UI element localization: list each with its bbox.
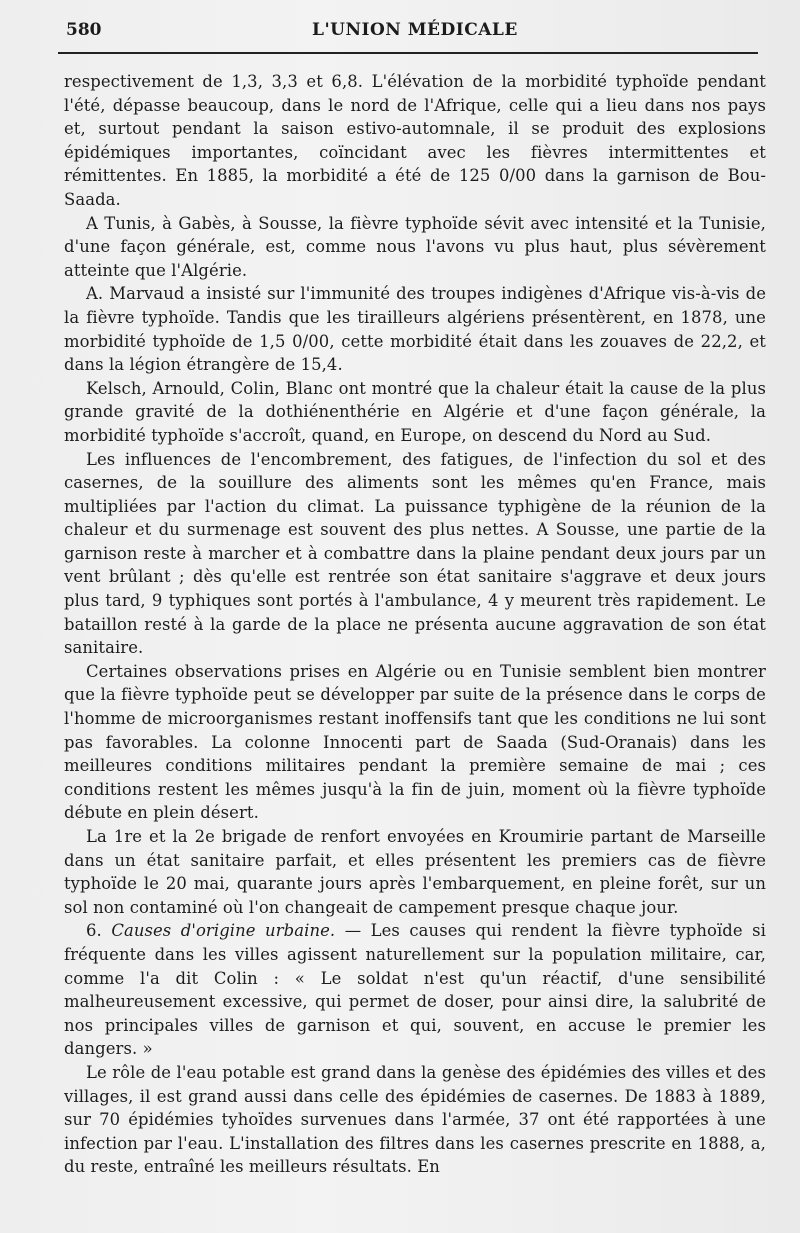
section-number: 6. <box>86 921 112 941</box>
running-title: L'UNION MÉDICALE <box>312 20 518 40</box>
body-text <box>64 70 766 1179</box>
paragraph-3: A. Marvaud a insisté sur l'immunité des troupes indigènes d'Afrique vis-à-vis de la fièvre typhoïde. Tandis que les tirailleurs algériens présentèrent, en 1878, une morbidité typhoïde de 1,5 0/00, cette morbidité était dans les zouaves de 22,2, et dans la légion étrangère de 15,4. <box>64 284 766 375</box>
paragraph-2: A Tunis, à Gabès, à Sousse, la fièvre typhoïde sévit avec intensité et la Tunisie, d'une façon générale, est, comme nous l'avons vu plus haut, plus sévèrement atteinte que l'Algérie. <box>64 213 766 280</box>
paragraph-7: La 1re et la 2e brigade de renfort envoyées en Kroumirie partant de Marseille dans un état sanitaire parfait, et elles présentent les premiers cas de fièvre typhoïde le 20 mai, quarante jours après l'embarquement, en pleine forêt, sur un sol non contaminé où l'on changeait de campement presque chaque jour. <box>64 827 766 917</box>
paragraph-5: Les influences de l'encombrement, des fatigues, de l'infection du sol et des casernes, de la souillure des aliments sont les mêmes qu'en France, mais multipliées par l'action du climat. La puissance typhigène de la réunion de la chaleur et du surmenage est souvent des plus nettes. A Sousse, une partie de la garnison reste à marcher et à combattre dans la plaine pendant deux jours par un vent brûlant ; dès qu'elle est rentrée son état sanitaire s'aggrave et deux jours plus tard, 9 typhiques sont portés à l'ambulance, 4 y meurent très rapidement. Le bataillon resté à la garde de la place ne présenta aucune aggravation de son état sanitaire. <box>64 449 766 658</box>
page-number: 580 <box>66 20 102 40</box>
paragraph-9: Le rôle de l'eau potable est grand dans la genèse des épidémies des villes et des villages, il est grand aussi dans celle des épidémies de casernes. De 1883 à 1889, sur 70 épidémies tyhoïdes survenues dans l'armée, 37 ont été rapportées à une infection par l'eau. L'installation des filtres dans les casernes prescrite en 1888, a, du reste, entraîné les meilleurs résultats. En <box>64 1062 766 1177</box>
paragraph-1: respectivement de 1,3, 3,3 et 6,8. L'élévation de la morbidité typhoïde pendant l'été, dépasse beaucoup, dans le nord de l'Afrique, celle qui a lieu dans nos pays et, surtout pendant la saison estivo-automnale, il se produit des explosions épidémiques importantes, coïncidant avec les fièvres intermittentes et rémittentes. En 1885, la morbidité a été de 125 0/00 dans la garnison de Bou-Saada. <box>64 72 766 209</box>
section-text: — Les causes qui rendent la fièvre typhoïde si fréquente dans les villes agissent naturellement sur la population militaire, car, comme l'a dit Colin : « Le soldat n'est qu'un réactif, d'une sensibilité malheureusement excessive, qui permet de doser, pour ainsi dire, la salubrité de nos principales villes de garnison et qui, souvent, en accuse le premier les dangers. » <box>64 921 766 1059</box>
page-header <box>60 18 760 48</box>
paragraph-6: Certaines observations prises en Algérie ou en Tunisie semblent bien montrer que la fièvre typhoïde peut se développer par suite de la présence dans le corps de l'homme de microorganismes restant inoffensifs tant que les conditions ne lui sont pas favorables. La colonne Innocenti part de Saada (Sud-Oranais) dans les meilleures conditions militaires pendant la première semaine de mai ; ces conditions restent les mêmes jusqu'à la fin de juin, moment où la fièvre typhoïde débute en plein désert. <box>64 661 766 823</box>
section-title: Causes d'origine urbaine. <box>111 921 336 941</box>
paragraph-4: Kelsch, Arnould, Colin, Blanc ont montré que la chaleur était la cause de la plus grande gravité de la dothiénenthérie en Algérie et d'une façon générale, la morbidité typhoïde s'accroît, quand, en Europe, on descend du Nord au Sud. <box>64 378 766 445</box>
header-rule <box>58 52 758 54</box>
paragraph-8 <box>64 919 766 1061</box>
